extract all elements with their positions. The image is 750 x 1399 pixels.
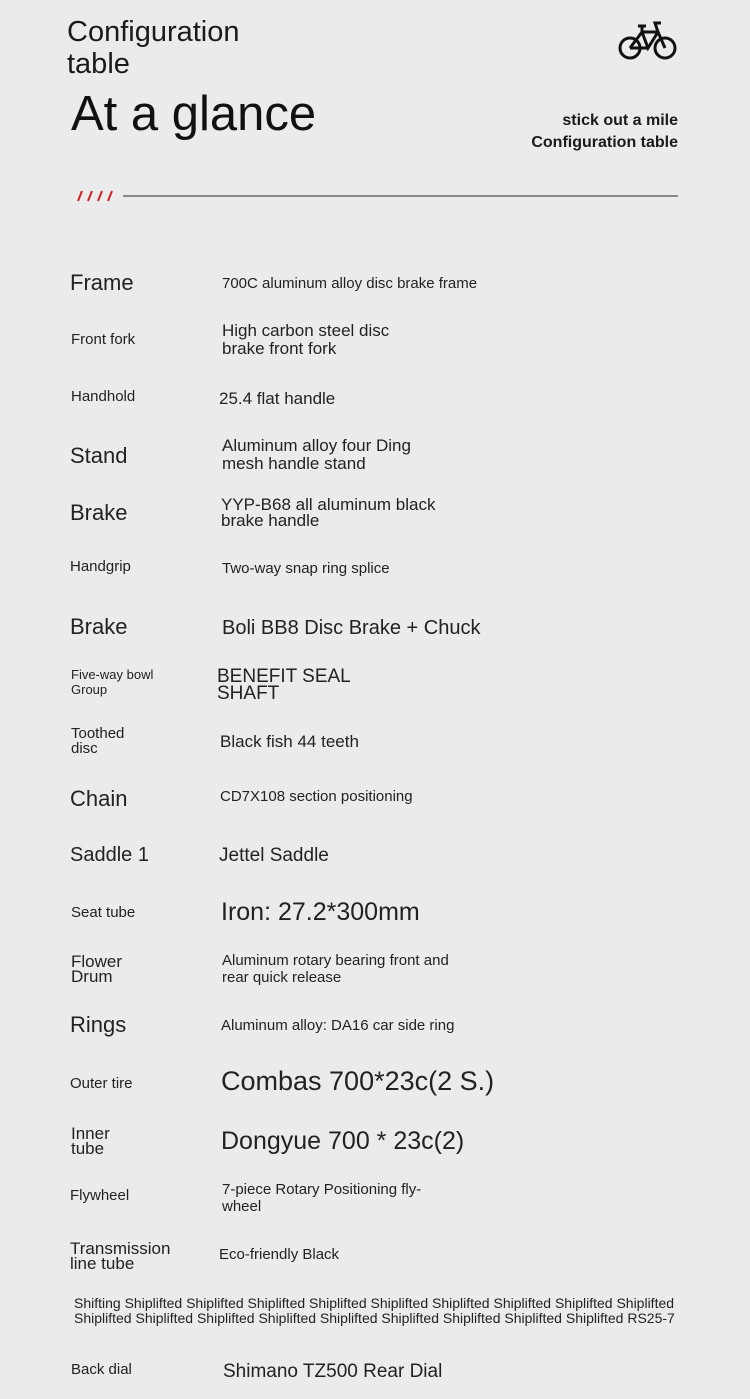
spec-value-front-fork: High carbon steel disc brake front fork bbox=[222, 321, 390, 358]
headline: At a glance bbox=[71, 87, 317, 141]
spec-value-saddle: Jettel Saddle bbox=[219, 845, 329, 866]
spec-label-handgrip: Handgrip bbox=[70, 558, 131, 575]
tagline-1: stick out a mile bbox=[562, 112, 678, 129]
accent-slashes bbox=[76, 188, 118, 204]
spec-label-handhold: Handhold bbox=[71, 388, 136, 405]
spec-shifting-text: Shifting Shiplifted Shiplifted Shiplifted Shiplifted Shiplifted Shiplifted Shiplifted Shiplifted Shiplifted Shiplifted Shiplifted Shiplifted Shiplifted Shiplifted Shiplifted Shiplifted Shiplifted Shiplifted RS25-7 bbox=[74, 1295, 675, 1326]
spec-label-toothed-disc: Toothed disc bbox=[71, 725, 125, 757]
spec-value-inner-tube: Dongyue 700 * 23c(2) bbox=[221, 1127, 465, 1155]
spec-label-flower-drum: Flower Drum bbox=[71, 952, 123, 986]
spec-value-handgrip: Two-way snap ring splice bbox=[222, 560, 390, 577]
spec-label-inner-tube: Inner tube bbox=[71, 1124, 110, 1158]
spec-value-toothed-disc: Black fish 44 teeth bbox=[220, 732, 359, 751]
spec-value-chain: CD7X108 section positioning bbox=[220, 788, 413, 805]
spec-label-outer-tire: Outer tire bbox=[70, 1075, 133, 1092]
spec-label-rings: Rings bbox=[70, 1012, 127, 1037]
spec-value-brake-handle: YYP-B68 all aluminum black brake handle bbox=[221, 495, 436, 530]
spec-label-brake-disc: Brake bbox=[70, 614, 128, 639]
spec-label-five-way-bowl: Five-way bowl Group bbox=[71, 667, 154, 697]
spec-value-transmission-line-tube: Eco-friendly Black bbox=[219, 1246, 340, 1263]
header-divider bbox=[123, 195, 678, 197]
spec-label-transmission-line-tube: Transmission line tube bbox=[70, 1239, 171, 1273]
tagline-2: Configuration table bbox=[531, 134, 678, 151]
spec-value-rings: Aluminum alloy: DA16 car side ring bbox=[221, 1017, 455, 1034]
spec-label-saddle: Saddle 1 bbox=[70, 844, 149, 866]
page-title: Configuration table bbox=[67, 16, 240, 80]
spec-label-front-fork: Front fork bbox=[71, 331, 136, 348]
spec-label-chain: Chain bbox=[70, 786, 128, 811]
spec-label-back-dial: Back dial bbox=[71, 1361, 132, 1378]
spec-value-frame: 700C aluminum alloy disc brake frame bbox=[222, 275, 478, 292]
spec-value-brake-disc: Boli BB8 Disc Brake + Chuck bbox=[222, 617, 481, 639]
spec-label-stand: Stand bbox=[70, 443, 128, 468]
spec-value-flower-drum: Aluminum rotary bearing front and rear quick release bbox=[222, 952, 449, 986]
spec-value-flywheel: 7-piece Rotary Positioning fly- wheel bbox=[222, 1181, 422, 1215]
spec-value-back-dial: Shimano TZ500 Rear Dial bbox=[223, 1361, 443, 1382]
spec-value-stand: Aluminum alloy four Ding mesh handle stand bbox=[222, 436, 411, 473]
spec-value-outer-tire: Combas 700*23c(2 S.) bbox=[221, 1066, 495, 1096]
bicycle-icon bbox=[618, 18, 678, 62]
spec-value-handhold: 25.4 flat handle bbox=[219, 389, 336, 408]
spec-label-flywheel: Flywheel bbox=[70, 1187, 130, 1204]
spec-label-seat-tube: Seat tube bbox=[71, 904, 136, 921]
spec-label-frame: Frame bbox=[70, 270, 134, 295]
spec-value-seat-tube: Iron: 27.2*300mm bbox=[221, 898, 420, 926]
spec-label-brake-handle: Brake bbox=[70, 500, 128, 525]
spec-value-five-way-bowl: BENEFIT SEAL SHAFT bbox=[217, 666, 351, 704]
